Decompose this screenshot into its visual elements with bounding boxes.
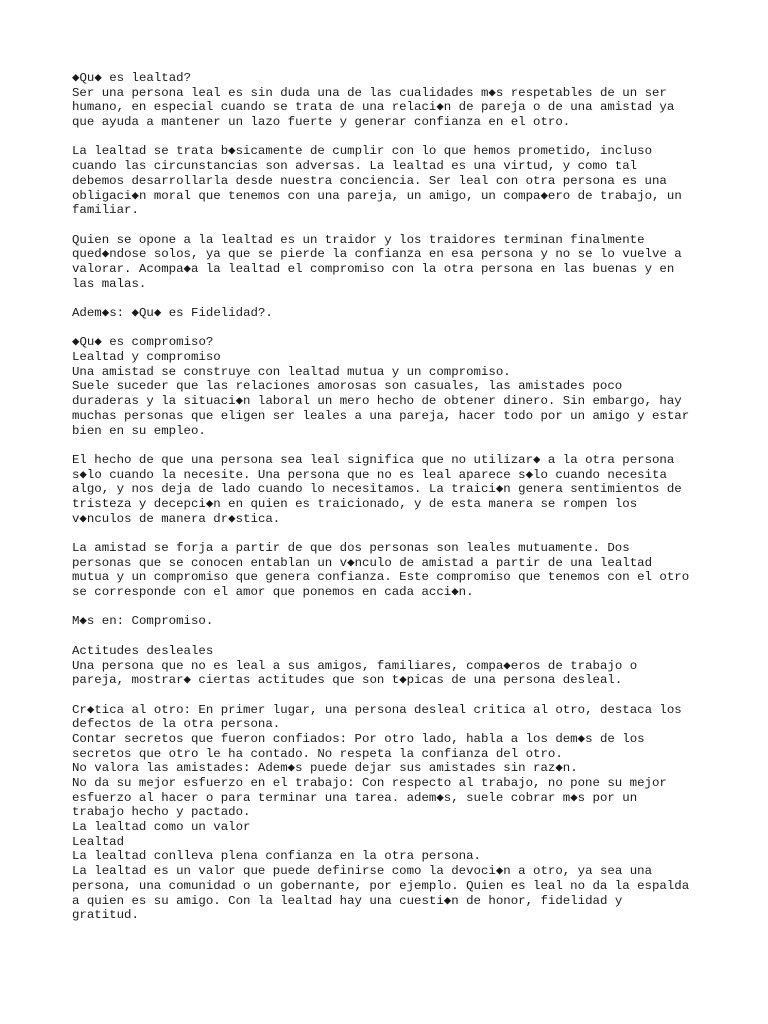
text-line: las malas. [72,276,147,291]
text-line: Quien se opone a la lealtad es un traidor y los traidores terminan finalmente [72,232,645,247]
paragraph-gap [72,321,732,336]
paragraph-gap [72,526,732,541]
text-line: tristeza y decepci◆n en quien es traicionado, y de esta manera se rompen los [72,496,638,511]
text-line: mutua y un compromiso que genera confianza. Este compromiso que tenemos con el otro [72,570,690,585]
text-line: ◆Qu◆ es compromiso? [72,335,214,350]
text-line: La lealtad se trata b◆sicamente de cumplir con lo que hemos prometido, incluso [72,144,653,159]
text-line: personas que se conocen entablan un v◆nculo de amistad a partir de una lealtad [72,555,653,570]
paragraph-gap [72,688,732,703]
paragraph-gap [72,218,732,233]
text-line: cuando las circunstancias son adversas. La lealtad es una virtud, y como tal [72,159,638,174]
paragraph-gap [72,629,732,644]
text-line: que ayuda a mantener un lazo fuerte y generar confianza en el otro. [72,115,571,130]
paragraph-gap [72,600,732,615]
text-line: se corresponde con el amor que ponemos en cada acci◆n. [72,585,474,600]
text-line: persona, una comunidad o un gobernante, por ejemplo. Quien es leal no da la espalda [72,878,690,893]
text-line: muchas personas que eligen ser leales a una pareja, hacer todo por un amigo y estar [72,408,690,423]
text-line: La lealtad como un valor [72,820,251,835]
paragraph-gap [72,291,732,306]
text-line: trabajo hecho y pactado. [72,805,251,820]
text-line: M◆s en: Compromiso. [72,614,214,629]
text-line: Adem◆s: ◆Qu◆ es Fidelidad?. [72,306,273,320]
text-line: familiar. [72,203,139,218]
paragraph-gap [72,438,732,453]
text-line: defectos de la otra persona. [72,717,281,732]
text-line: Una amistad se construye con lealtad mutua y un compromiso. [72,364,511,379]
text-line: Suele suceder que las relaciones amorosas son casuales, las amistades poco [72,379,623,394]
text-line: No da su mejor esfuerzo en el trabajo: Con respecto al trabajo, no pone su mejor [72,776,667,790]
text-line: No valora las amistades: Adem◆s puede dejar sus amistades sin raz◆n. [72,761,578,776]
text-line: debemos desarrollarla desde nuestra conciencia. Ser leal con otra persona es una [72,173,667,188]
text-line: a quien es su amigo. Con la lealtad hay una cuesti◆n de honor, fidelidad y [72,893,623,908]
text-line: El hecho de que una persona sea leal significa que no utilizar◆ a la otra persona [72,452,675,467]
text-line: pareja, mostrar◆ ciertas actitudes que son t◆picas de una persona desleal. [72,673,623,688]
text-line: bien en su empleo. [72,423,206,438]
text-line: La lealtad conlleva plena confianza en la otra persona. [72,849,481,864]
text-line: Ser una persona leal es sin duda una de las cualidades m◆s respetables de un ser [72,85,667,100]
text-line: Una persona que no es leal a sus amigos, familiares, compa◆eros de trabajo o [72,658,638,673]
text-line: v◆nculos de manera dr◆stica. [72,511,281,526]
text-line: qued◆ndose solos, ya que se pierde la confianza en esa persona y no se lo vuelve a [72,247,682,262]
text-line: duraderas y la situaci◆n laboral un mero hecho de obtener dinero. Sin embargo, hay [72,394,682,409]
text-line: Lealtad [72,834,125,849]
text-line: valorar. Acompa◆a la lealtad el compromiso con la otra persona en las buenas y en [72,261,675,276]
text-line: gratitud. [72,908,139,923]
text-line: Cr◆tica al otro: En primer lugar, una persona desleal critica al otro, destaca los [72,702,682,717]
text-line: La amistad se forja a partir de que dos personas son leales mutuamente. Dos [72,541,630,555]
text-line: algo, y nos deja de lado cuando lo necesitamos. La traici◆n genera sentimientos de [72,482,682,497]
text-line: ◆Qu◆ es lealtad? [72,71,192,85]
document-body [72,71,732,923]
text-line: La lealtad es un valor que puede definirse como la devoci◆n a otro, ya sea una [72,864,653,879]
text-line: Contar secretos que fueron confiados: Por otro lado, habla a los dem◆s de los [72,731,645,746]
text-line: obligaci◆n moral que tenemos con una pareja, un amigo, un compa◆ero de trabajo, un [72,188,682,203]
text-line: humano, en especial cuando se trata de una relaci◆n de pareja o de una amistad ya [72,100,675,115]
text-line: esfuerzo al hacer o para terminar una tarea. adem◆s, suele cobrar m◆s por un [72,790,638,805]
paragraph-gap [72,130,732,145]
text-line: secretos que otro le ha contado. No respeta la confianza del otro. [72,746,563,761]
text-line: Actitudes desleales [72,643,214,658]
text-line: s◆lo cuando la necesite. Una persona que no es leal aparece s◆lo cuando necesita [72,467,667,482]
text-line: Lealtad y compromiso [72,350,221,365]
